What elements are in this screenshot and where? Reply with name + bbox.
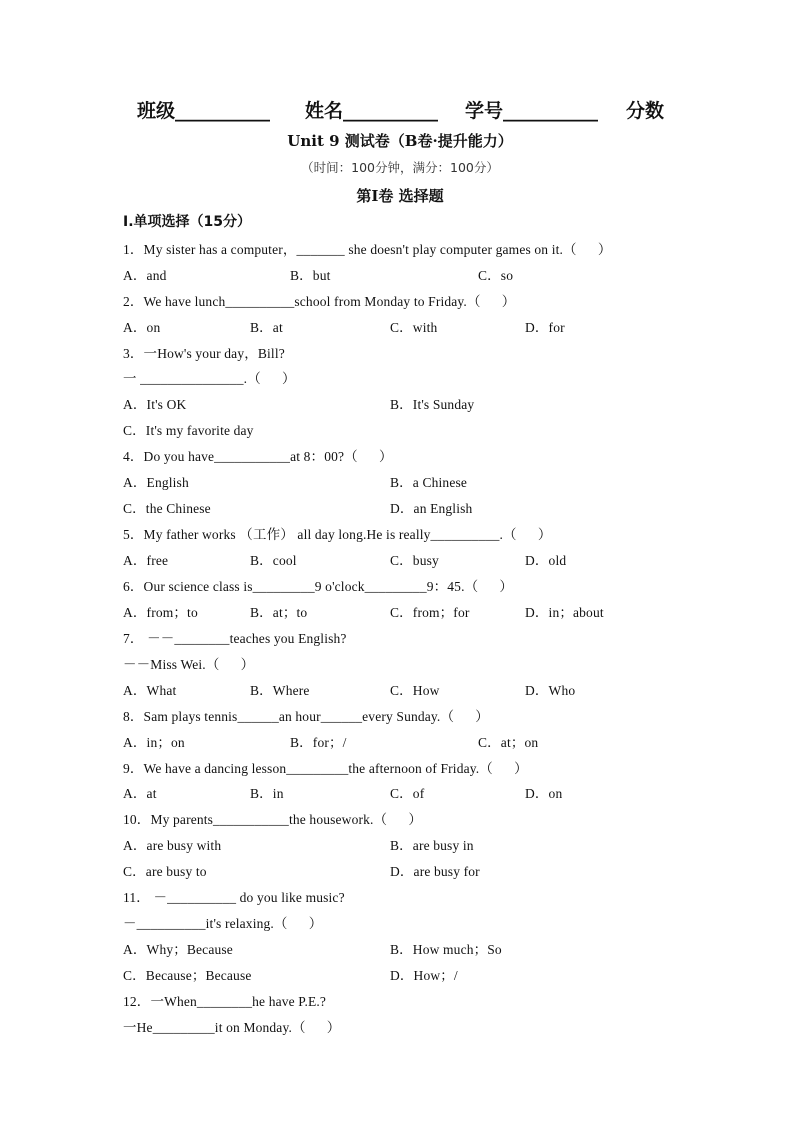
option-1b: B．but	[290, 268, 331, 283]
option-2d: D．for	[525, 320, 565, 335]
option-9b: B．in	[250, 786, 284, 801]
option-10a: A．are busy with	[123, 838, 222, 853]
option-3a: A．It's OK	[123, 397, 187, 412]
option-2a: A．on	[123, 320, 161, 335]
option-11d: D．How；/	[390, 968, 458, 983]
question-7: 7． －－________teaches you English?	[123, 631, 347, 646]
option-11b: B．How much；So	[390, 942, 502, 957]
section-title: Ⅰ.单项选择（15分）	[123, 214, 252, 230]
option-9d: D．on	[525, 786, 563, 801]
option-4c: C．the Chinese	[123, 501, 211, 516]
student-id-field: 学号__________	[465, 100, 599, 122]
option-9a: A．at	[123, 786, 157, 801]
exam-info: （时间：100分钟，满分：100分）	[301, 160, 499, 175]
option-8c: C．at；on	[478, 735, 539, 750]
option-4d: D．an English	[390, 501, 473, 516]
part-title: 第Ⅰ卷 选择题	[356, 187, 444, 205]
option-2b: B．at	[250, 320, 283, 335]
name-field: 姓名__________	[305, 100, 439, 122]
option-5c: C．busy	[390, 553, 439, 568]
option-5a: A．free	[123, 553, 169, 568]
option-5d: D．old	[525, 553, 567, 568]
score-field: 分数	[626, 100, 665, 122]
question-5: 5．My father works （工作） all day long.He is really__________.（ ）	[123, 527, 552, 542]
option-7a: A．What	[123, 683, 177, 698]
question-6: 6．Our science class is_________9 o'clock_________9：45.（ ）	[123, 579, 514, 594]
question-2: 2．We have lunch__________school from Monday to Friday.（ ）	[123, 294, 516, 309]
option-2c: C．with	[390, 320, 438, 335]
option-3c: C．It's my favorite day	[123, 423, 254, 438]
option-4a: A．English	[123, 475, 189, 490]
option-6b: B．at；to	[250, 605, 308, 620]
option-10b: B．are busy in	[390, 838, 474, 853]
option-7c: C．How	[390, 683, 440, 698]
option-6c: C．from；for	[390, 605, 470, 620]
option-11a: A．Why；Because	[123, 942, 233, 957]
option-7b: B．Where	[250, 683, 310, 698]
option-1a: A．and	[123, 268, 167, 283]
question-3: 3．一How's your day，Bill?	[123, 346, 285, 361]
class-field: 班级__________	[137, 100, 271, 122]
option-6d: D．in；about	[525, 605, 604, 620]
option-1c: C．so	[478, 268, 514, 283]
question-3-reply: 一 _______________.（ ）	[123, 371, 296, 386]
option-7d: D．Who	[525, 683, 576, 698]
option-4b: B．a Chinese	[390, 475, 468, 490]
page-title: Unit 9 测试卷（B卷·提升能力）	[287, 132, 513, 150]
option-9c: C．of	[390, 786, 425, 801]
option-8a: A．in；on	[123, 735, 185, 750]
option-3b: B．It's Sunday	[390, 397, 475, 412]
question-12-reply: 一He_________it on Monday.（ ）	[123, 1020, 341, 1035]
question-10: 10．My parents___________the housework.（ ）	[123, 812, 422, 827]
question-11-reply: －__________it's relaxing.（ ）	[123, 916, 323, 931]
option-5b: B．cool	[250, 553, 297, 568]
question-9: 9．We have a dancing lesson_________the afternoon of Friday.（ ）	[123, 761, 528, 776]
question-8: 8．Sam plays tennis______an hour______every Sunday.（ ）	[123, 709, 489, 724]
question-4: 4．Do you have___________at 8：00?（ ）	[123, 449, 393, 464]
question-1: 1．My sister has a computer，_______ she doesn't play computer games on it.（ ）	[123, 242, 612, 257]
question-7-reply: －－Miss Wei.（ ）	[123, 657, 255, 672]
question-11: 11． －__________ do you like music?	[123, 890, 345, 905]
option-8b: B．for；/	[290, 735, 347, 750]
option-11c: C．Because；Because	[123, 968, 252, 983]
option-6a: A．from；to	[123, 605, 198, 620]
option-10d: D．are busy for	[390, 864, 480, 879]
option-10c: C．are busy to	[123, 864, 207, 879]
question-12: 12．一When________he have P.E.?	[123, 994, 327, 1009]
